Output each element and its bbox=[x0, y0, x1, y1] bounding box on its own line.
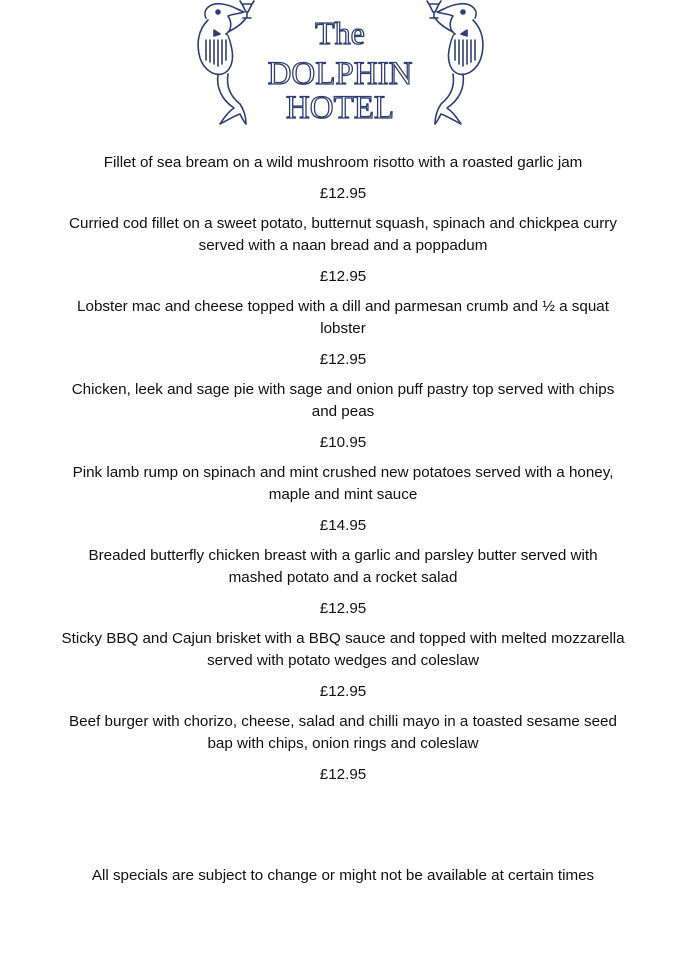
dish-price: £14.95 bbox=[319, 517, 367, 534]
dish-description: Sticky BBQ and Cajun brisket with a BBQ sauce and topped with melted mozzarella served with potato wedges and coleslaw bbox=[61, 630, 625, 669]
dish-price: £12.95 bbox=[319, 600, 367, 617]
menu-item bbox=[60, 152, 626, 205]
dish-price: £12.95 bbox=[319, 683, 367, 700]
dish-price: £10.95 bbox=[319, 434, 367, 451]
dish-description: Lobster mac and cheese topped with a dill and parmesan crumb and ½ a squat lobster bbox=[77, 298, 609, 337]
dish-price: £12.95 bbox=[319, 766, 367, 783]
menu-item bbox=[60, 462, 626, 537]
menu-item bbox=[60, 379, 626, 454]
dish-description: Fillet of sea bream on a wild mushroom risotto with a roasted garlic jam bbox=[103, 154, 583, 171]
logo-line-the: The bbox=[315, 15, 365, 51]
hotel-logo bbox=[188, 0, 493, 128]
dolphin-waiter-icon bbox=[198, 1, 254, 124]
menu-item bbox=[60, 628, 626, 703]
logo-graphic bbox=[188, 0, 493, 128]
dish-description: Breaded butterfly chicken breast with a garlic and parsley butter served with mashed potato and a rocket salad bbox=[88, 547, 598, 586]
menu-item bbox=[60, 711, 626, 786]
menu-item bbox=[60, 296, 626, 371]
dish-price: £12.95 bbox=[319, 351, 367, 368]
menu-item bbox=[60, 213, 626, 288]
logo-line-hotel: HOTEL bbox=[285, 90, 395, 126]
dolphin-waiter-icon bbox=[427, 1, 483, 124]
dish-description: Pink lamb rump on spinach and mint crushed new potatoes served with a honey, maple and mint sauce bbox=[72, 464, 614, 503]
specials-menu bbox=[60, 150, 626, 794]
dish-description: Chicken, leek and sage pie with sage and onion puff pastry top served with chips and peas bbox=[71, 381, 615, 420]
logo-line-dolphin: DOLPHIN bbox=[267, 56, 413, 92]
dish-price: £12.95 bbox=[319, 185, 367, 202]
menu-item bbox=[60, 545, 626, 620]
specials-disclaimer: All specials are subject to change or might not be available at certain times bbox=[91, 867, 595, 885]
dish-price: £12.95 bbox=[319, 268, 367, 285]
dish-description: Beef burger with chorizo, cheese, salad and chilli mayo in a toasted sesame seed bap with chips, onion rings and coleslaw bbox=[69, 713, 617, 752]
dish-description: Curried cod fillet on a sweet potato, butternut squash, spinach and chickpea curry served with a naan bread and a poppadum bbox=[69, 215, 617, 254]
